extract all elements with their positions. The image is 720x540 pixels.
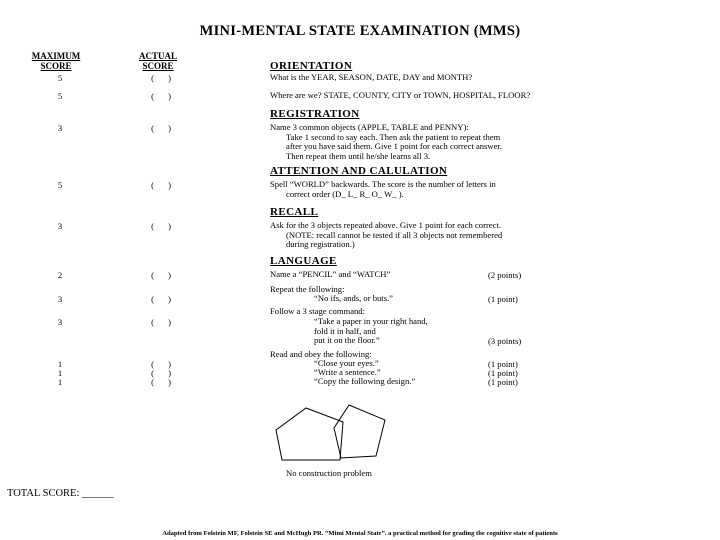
registration-line1: Name 3 common objects (APPLE, TABLE and PENNY): <box>270 122 469 132</box>
language-2-phrase: “No ifs, ands, or buts.” <box>314 293 394 303</box>
attention-line1: Spell “WORLD” backwards. The score is the number of letters in <box>270 179 496 189</box>
language-2-max: 3 <box>57 294 63 304</box>
language-4b-actual-blank[interactable]: ( ) <box>151 368 171 378</box>
actual-score-header <box>128 51 188 71</box>
registration-text <box>270 123 502 161</box>
language-4a-max: 1 <box>57 359 63 369</box>
recall-actual-blank[interactable]: ( ) <box>151 221 171 231</box>
attention-actual-blank[interactable]: ( ) <box>151 180 171 190</box>
language-4c-max: 1 <box>57 377 63 387</box>
orientation-1-text: What is the YEAR, SEASON, DATE, DAY and MONTH? <box>270 72 473 82</box>
orientation-2-max: 5 <box>57 91 63 101</box>
orientation-2-actual-blank[interactable]: ( ) <box>151 91 171 101</box>
right-pentagon <box>334 405 385 458</box>
language-4a-text: “Close your eyes.” <box>314 358 379 368</box>
section-attention: ATTENTION AND CALULATION <box>270 165 448 177</box>
recall-line2: (NOTE: recall cannot be tested if all 3 objects not remembered <box>286 229 503 240</box>
recall-max: 3 <box>57 221 63 231</box>
max-header-line2: SCORE <box>40 61 72 71</box>
language-4b-text: “Write a sentence.” <box>314 367 381 377</box>
footer-citation: Adapted from Folstein MF, Folstein SE and McHugh PR. “Mimi Mental State”. a practical method for grading the cognitive state of patients <box>162 530 558 537</box>
recall-line3: during registration.) <box>286 239 355 250</box>
registration-line4: Then repeat them until he/she learns all 3. <box>286 150 431 161</box>
language-3-max: 3 <box>57 317 63 327</box>
section-language: LANGUAGE <box>270 255 337 267</box>
section-recall: RECALL <box>270 206 319 218</box>
language-1-text: Name a “PENCIL” and “WATCH” <box>270 269 391 279</box>
language-1-max: 2 <box>57 270 63 280</box>
max-header-line1: MAXIMUM <box>31 51 81 61</box>
section-orientation: ORIENTATION <box>270 60 353 72</box>
language-3-line4: put it on the floor.” <box>314 335 380 346</box>
recall-text <box>270 221 502 250</box>
language-4c-text: “Copy the following design.” <box>314 376 416 386</box>
section-registration: REGISTRATION <box>270 108 360 120</box>
page-title: MINI-MENTAL STATE EXAMINATION (MMS) <box>199 23 521 39</box>
attention-line2: correct order (D_ L_ R_ O_ W_ ). <box>286 188 404 199</box>
intersecting-pentagons-figure <box>270 400 430 470</box>
language-4b-max: 1 <box>57 368 63 378</box>
orientation-2-text: Where are we? STATE, COUNTY, CITY or TOWN, HOSPITAL, FLOOR? <box>270 90 531 100</box>
left-pentagon <box>276 408 343 460</box>
language-4-instruction: Read and obey the following: <box>270 349 372 359</box>
language-3-line3: fold it in half, and <box>314 325 376 336</box>
registration-line3: after you have said them. Give 1 point for each correct answer. <box>286 141 502 152</box>
total-score: TOTAL SCORE: ______ <box>7 488 114 499</box>
language-4c-actual-blank[interactable]: ( ) <box>151 377 171 387</box>
language-2-actual-blank[interactable]: ( ) <box>151 294 171 304</box>
language-4c-points: (1 point) <box>488 377 518 387</box>
actual-header-line2: SCORE <box>142 61 174 71</box>
language-1-points: (2 points) <box>488 270 522 280</box>
language-2-points: (1 point) <box>488 294 518 304</box>
registration-max: 3 <box>57 123 63 133</box>
figure-caption: No construction problem <box>286 468 372 478</box>
registration-actual-blank[interactable]: ( ) <box>151 123 171 133</box>
attention-max: 5 <box>57 180 63 190</box>
attention-text <box>270 180 496 199</box>
orientation-1-max: 5 <box>57 73 63 83</box>
language-1-actual-blank[interactable]: ( ) <box>151 270 171 280</box>
recall-line1: Ask for the 3 objects repeated above. Give 1 point for each correct. <box>270 220 501 230</box>
language-4a-actual-blank[interactable]: ( ) <box>151 359 171 369</box>
actual-header-line1: ACTUAL <box>138 51 177 61</box>
language-3-command <box>314 317 428 346</box>
orientation-1-actual-blank[interactable]: ( ) <box>151 73 171 83</box>
language-3-instruction: Follow a 3 stage command: <box>270 306 365 316</box>
language-4a-points: (1 point) <box>488 359 518 369</box>
language-3-points: (3 points) <box>488 336 522 346</box>
language-3-actual-blank[interactable]: ( ) <box>151 317 171 327</box>
registration-line2: Take 1 second to say each. Then ask the patient to repeat them <box>286 131 501 142</box>
max-score-header <box>24 51 88 71</box>
language-2-instruction: Repeat the following: <box>270 284 345 294</box>
language-3-line2: “Take a paper in your right hand, <box>314 316 428 326</box>
language-4b-points: (1 point) <box>488 368 518 378</box>
